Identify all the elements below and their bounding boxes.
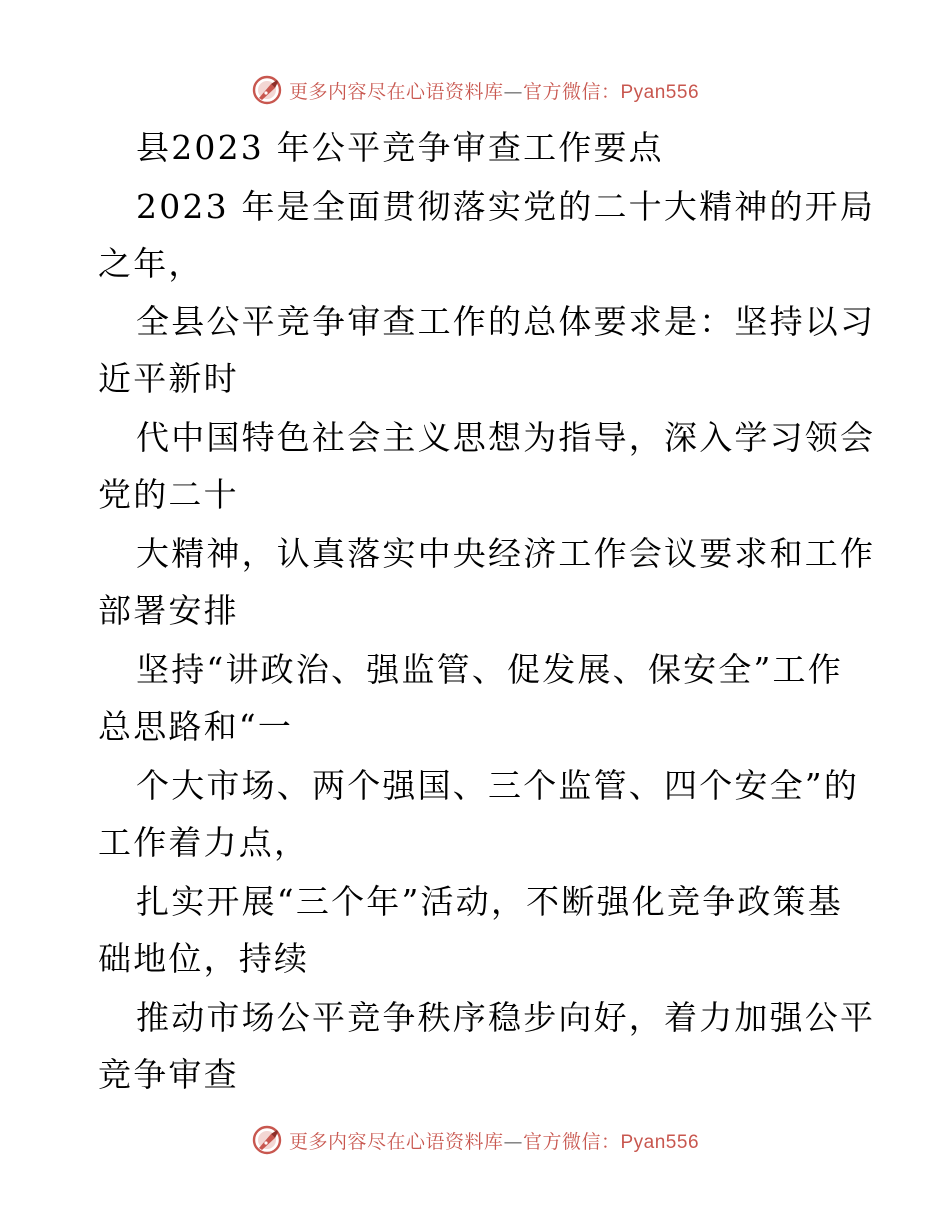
footer-banner bbox=[0, 1120, 950, 1160]
text-line: 部署安排 bbox=[98, 591, 239, 630]
text-line: 大精神，认真落实中央经济工作会议要求和工作 bbox=[136, 534, 876, 573]
text-line: 总思路和“一 bbox=[98, 707, 294, 746]
text-line: 之年， bbox=[98, 244, 204, 283]
text-line: 党的二十 bbox=[98, 475, 239, 514]
document-title: 县2023 年公平竞争审查工作要点 bbox=[136, 128, 664, 167]
footer-wechat-id: Pyan556 bbox=[620, 1131, 700, 1153]
header-wechat-id: Pyan556 bbox=[620, 81, 700, 103]
text-line: 扎实开展“三个年”活动，不断强化竞争政策基 bbox=[136, 882, 843, 921]
pen-nib-seal-icon bbox=[251, 74, 283, 106]
text-line: 代中国特色社会主义思想为指导，深入学习领会 bbox=[136, 418, 876, 457]
header-text bbox=[289, 77, 699, 104]
text-line: 个大市场、两个强国、三个监管、四个安全”的 bbox=[136, 766, 860, 805]
text-line: 工作着力点， bbox=[98, 823, 310, 862]
footer-official-label: 官方微信： bbox=[522, 1130, 621, 1153]
text-line: 2023 年是全面贯彻落实党的二十大精神的开局 bbox=[136, 187, 876, 226]
header-official-label: 官方微信： bbox=[522, 80, 621, 103]
header-dash: — bbox=[503, 80, 523, 103]
pen-nib-seal-icon bbox=[251, 1124, 283, 1156]
text-line: 坚持“讲政治、强监管、促发展、保安全”工作 bbox=[136, 650, 843, 689]
footer-brand-text: 更多内容尽在心语资料库 bbox=[288, 1130, 504, 1153]
footer-text bbox=[289, 1127, 699, 1154]
text-line: 推动市场公平竞争秩序稳步向好，着力加强公平 bbox=[136, 998, 876, 1037]
text-line: 竞争审查 bbox=[98, 1055, 239, 1094]
text-line: 础地位，持续 bbox=[98, 939, 310, 978]
footer-dash: — bbox=[503, 1130, 523, 1153]
text-line: 近平新时 bbox=[98, 359, 239, 398]
text-line: 全县公平竞争审查工作的总体要求是：坚持以习 bbox=[136, 302, 876, 341]
header-brand-text: 更多内容尽在心语资料库 bbox=[288, 80, 504, 103]
header-banner bbox=[0, 70, 950, 110]
